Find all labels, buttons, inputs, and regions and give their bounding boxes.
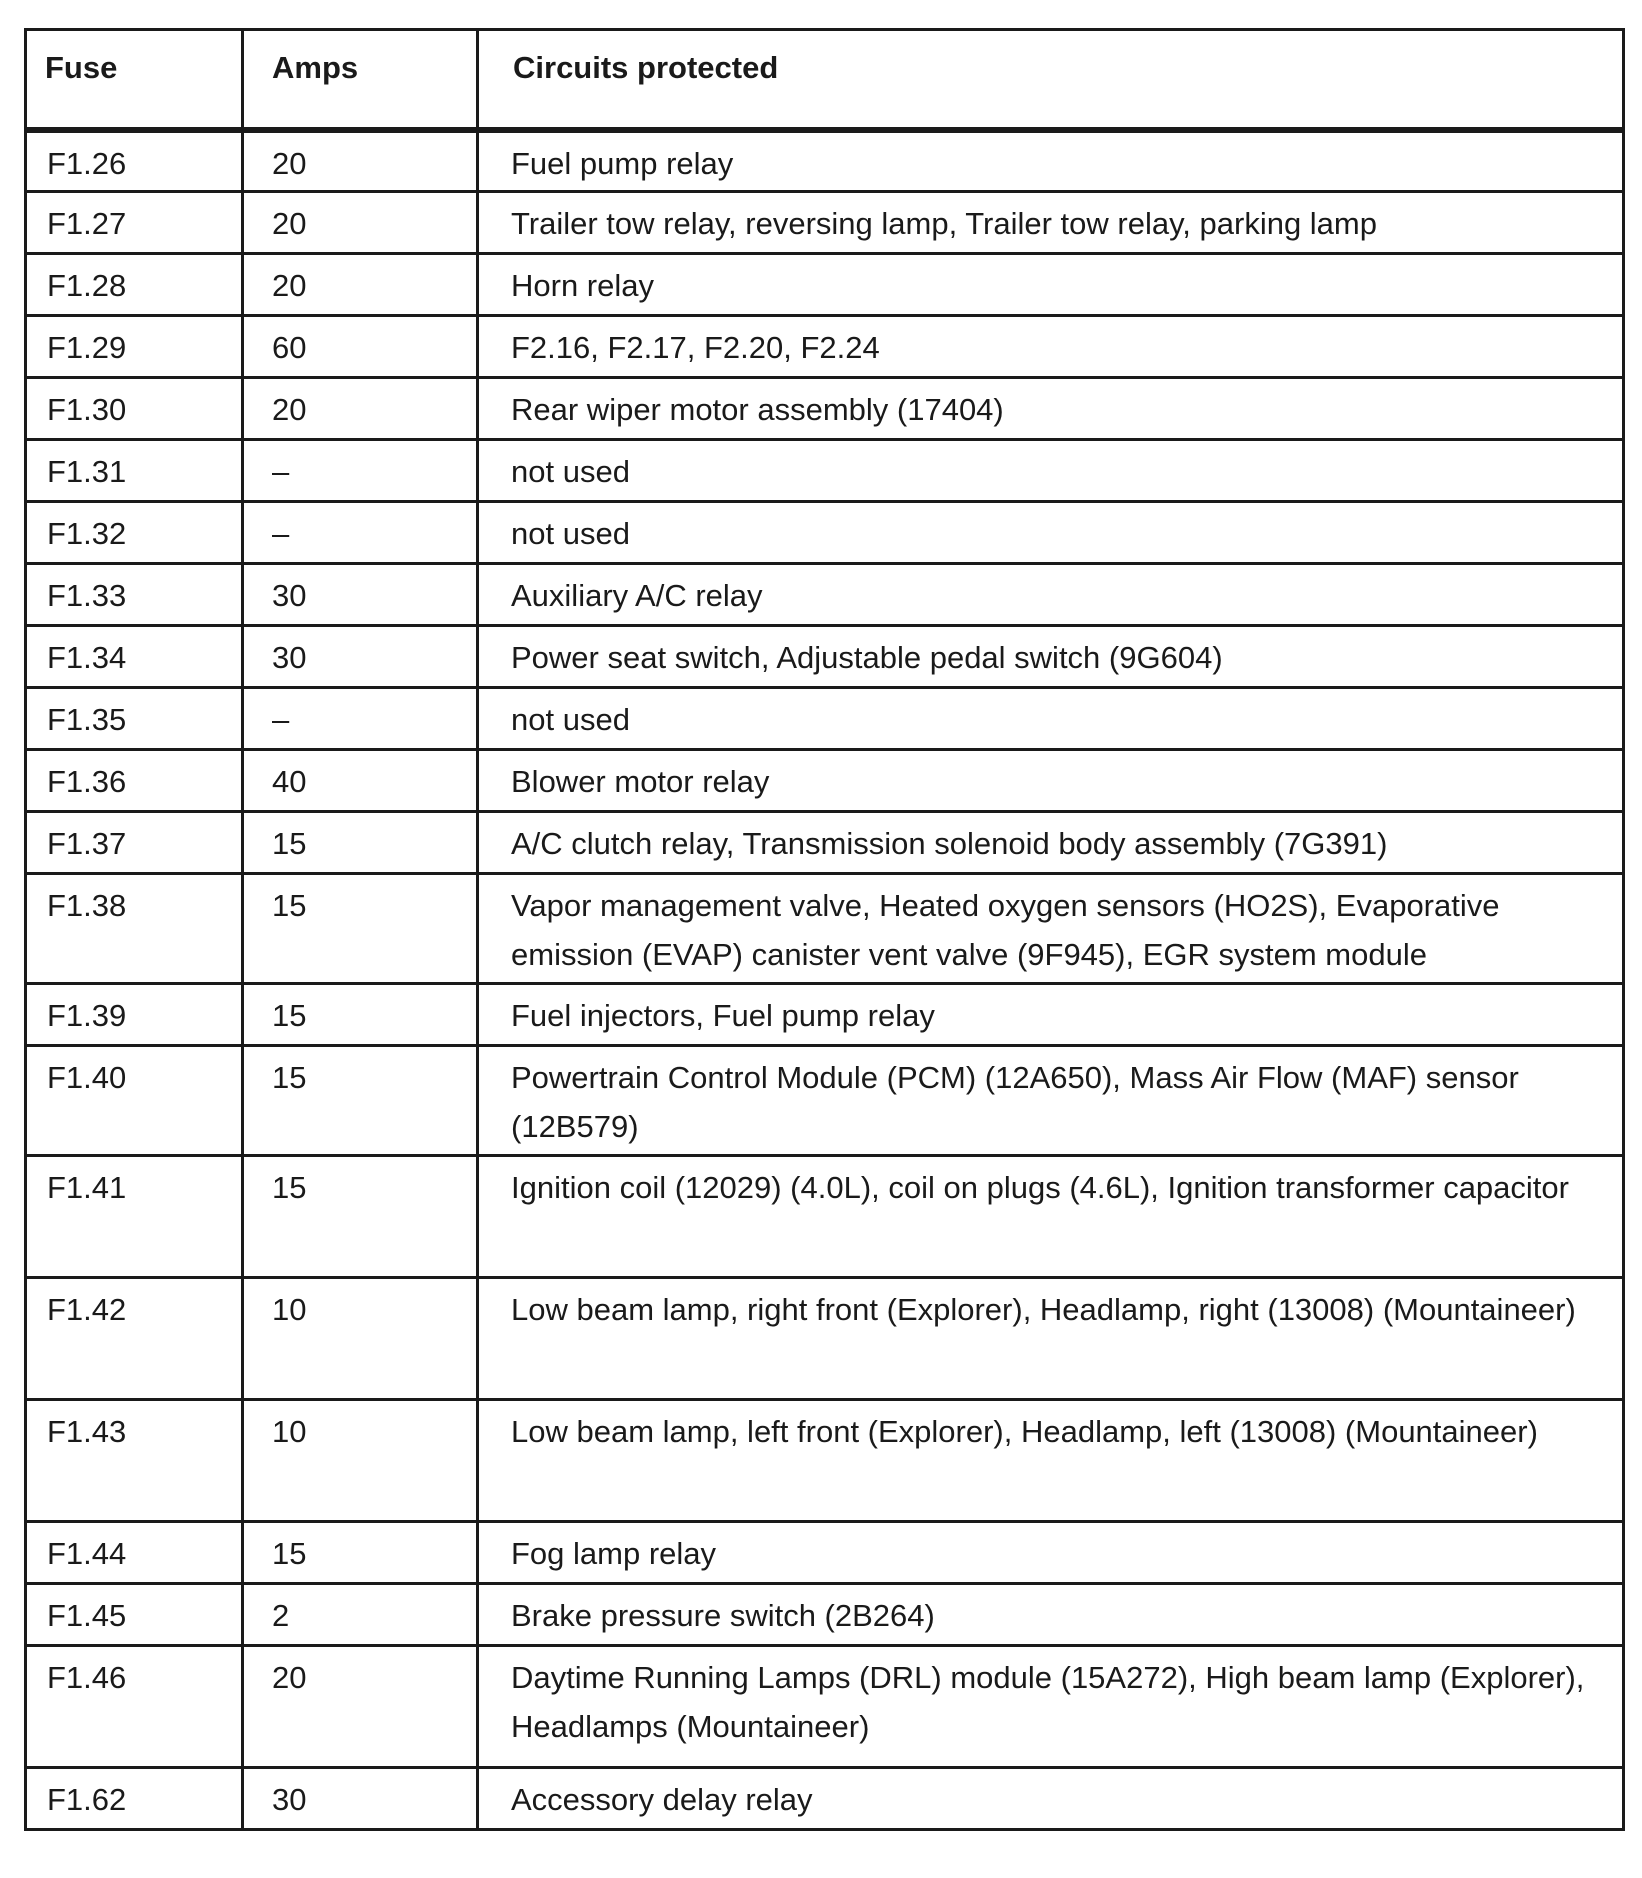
fuse-cell: F1.38 [26, 874, 243, 984]
fuse-cell: F1.36 [26, 750, 243, 812]
table-row [26, 626, 1624, 688]
table-body [26, 130, 1624, 1830]
circuits-cell: Powertrain Control Module (PCM) (12A650), Mass Air Flow (MAF) sensor (12B579) [478, 1046, 1624, 1156]
table-row [26, 502, 1624, 564]
amps-cell: 2 [243, 1584, 478, 1646]
circuits-cell: Auxiliary A/C relay [478, 564, 1624, 626]
circuits-cell: Fuel injectors, Fuel pump relay [478, 984, 1624, 1046]
fuse-cell: F1.26 [26, 130, 243, 192]
table-row [26, 564, 1624, 626]
circuits-cell: Low beam lamp, right front (Explorer), Headlamp, right (13008) (Mountaineer) [478, 1278, 1624, 1400]
header-row [26, 30, 1624, 130]
fuse-cell: F1.29 [26, 316, 243, 378]
fuse-cell: F1.46 [26, 1646, 243, 1768]
amps-cell: 10 [243, 1278, 478, 1400]
table-row [26, 192, 1624, 254]
fuse-cell: F1.43 [26, 1400, 243, 1522]
amps-cell: – [243, 440, 478, 502]
table-row [26, 1522, 1624, 1584]
table-row [26, 984, 1624, 1046]
table-row [26, 1400, 1624, 1522]
header-circuits: Circuits protected [478, 30, 1624, 130]
table-row [26, 378, 1624, 440]
fuse-cell: F1.31 [26, 440, 243, 502]
circuits-cell: Brake pressure switch (2B264) [478, 1584, 1624, 1646]
fuse-cell: F1.32 [26, 502, 243, 564]
table-row [26, 130, 1624, 192]
circuits-cell: Fog lamp relay [478, 1522, 1624, 1584]
amps-cell: – [243, 688, 478, 750]
fuse-cell: F1.28 [26, 254, 243, 316]
fuse-cell: F1.41 [26, 1156, 243, 1278]
fuse-cell: F1.33 [26, 564, 243, 626]
circuits-cell: Low beam lamp, left front (Explorer), Headlamp, left (13008) (Mountaineer) [478, 1400, 1624, 1522]
circuits-cell: not used [478, 688, 1624, 750]
fuse-table [24, 28, 1625, 1831]
amps-cell: 20 [243, 378, 478, 440]
fuse-cell: F1.44 [26, 1522, 243, 1584]
fuse-cell: F1.30 [26, 378, 243, 440]
amps-cell: 20 [243, 1646, 478, 1768]
table-row [26, 1156, 1624, 1278]
circuits-cell: Fuel pump relay [478, 130, 1624, 192]
table-row [26, 316, 1624, 378]
fuse-cell: F1.62 [26, 1768, 243, 1830]
fuse-cell: F1.42 [26, 1278, 243, 1400]
amps-cell: 60 [243, 316, 478, 378]
amps-cell: 15 [243, 1156, 478, 1278]
circuits-cell: A/C clutch relay, Transmission solenoid body assembly (7G391) [478, 812, 1624, 874]
amps-cell: 15 [243, 984, 478, 1046]
amps-cell: 30 [243, 626, 478, 688]
table-row [26, 440, 1624, 502]
circuits-cell: not used [478, 440, 1624, 502]
table-row [26, 1584, 1624, 1646]
amps-cell: – [243, 502, 478, 564]
table-row [26, 1768, 1624, 1830]
table-row [26, 812, 1624, 874]
fuse-cell: F1.37 [26, 812, 243, 874]
amps-cell: 30 [243, 1768, 478, 1830]
table-row [26, 254, 1624, 316]
table-row [26, 874, 1624, 984]
table-row [26, 688, 1624, 750]
fuse-cell: F1.45 [26, 1584, 243, 1646]
table-header [26, 30, 1624, 130]
fuse-cell: F1.34 [26, 626, 243, 688]
amps-cell: 40 [243, 750, 478, 812]
amps-cell: 20 [243, 192, 478, 254]
amps-cell: 15 [243, 1046, 478, 1156]
circuits-cell: Accessory delay relay [478, 1768, 1624, 1830]
fuse-cell: F1.27 [26, 192, 243, 254]
header-fuse: Fuse [26, 30, 243, 130]
header-amps: Amps [243, 30, 478, 130]
amps-cell: 20 [243, 130, 478, 192]
circuits-cell: Blower motor relay [478, 750, 1624, 812]
circuits-cell: Rear wiper motor assembly (17404) [478, 378, 1624, 440]
table-row [26, 1278, 1624, 1400]
amps-cell: 15 [243, 874, 478, 984]
amps-cell: 30 [243, 564, 478, 626]
circuits-cell: Power seat switch, Adjustable pedal switch (9G604) [478, 626, 1624, 688]
circuits-cell: F2.16, F2.17, F2.20, F2.24 [478, 316, 1624, 378]
fuse-cell: F1.40 [26, 1046, 243, 1156]
amps-cell: 20 [243, 254, 478, 316]
circuits-cell: not used [478, 502, 1624, 564]
fuse-cell: F1.35 [26, 688, 243, 750]
amps-cell: 10 [243, 1400, 478, 1522]
table-row [26, 750, 1624, 812]
circuits-cell: Horn relay [478, 254, 1624, 316]
circuits-cell: Daytime Running Lamps (DRL) module (15A272), High beam lamp (Explorer), Headlamps (Mountaineer) [478, 1646, 1624, 1768]
table-row [26, 1646, 1624, 1768]
amps-cell: 15 [243, 1522, 478, 1584]
table-row [26, 1046, 1624, 1156]
circuits-cell: Vapor management valve, Heated oxygen sensors (HO2S), Evaporative emission (EVAP) canister vent valve (9F945), EGR system module [478, 874, 1624, 984]
circuits-cell: Ignition coil (12029) (4.0L), coil on plugs (4.6L), Ignition transformer capacitor [478, 1156, 1624, 1278]
fuse-cell: F1.39 [26, 984, 243, 1046]
amps-cell: 15 [243, 812, 478, 874]
circuits-cell: Trailer tow relay, reversing lamp, Trailer tow relay, parking lamp [478, 192, 1624, 254]
